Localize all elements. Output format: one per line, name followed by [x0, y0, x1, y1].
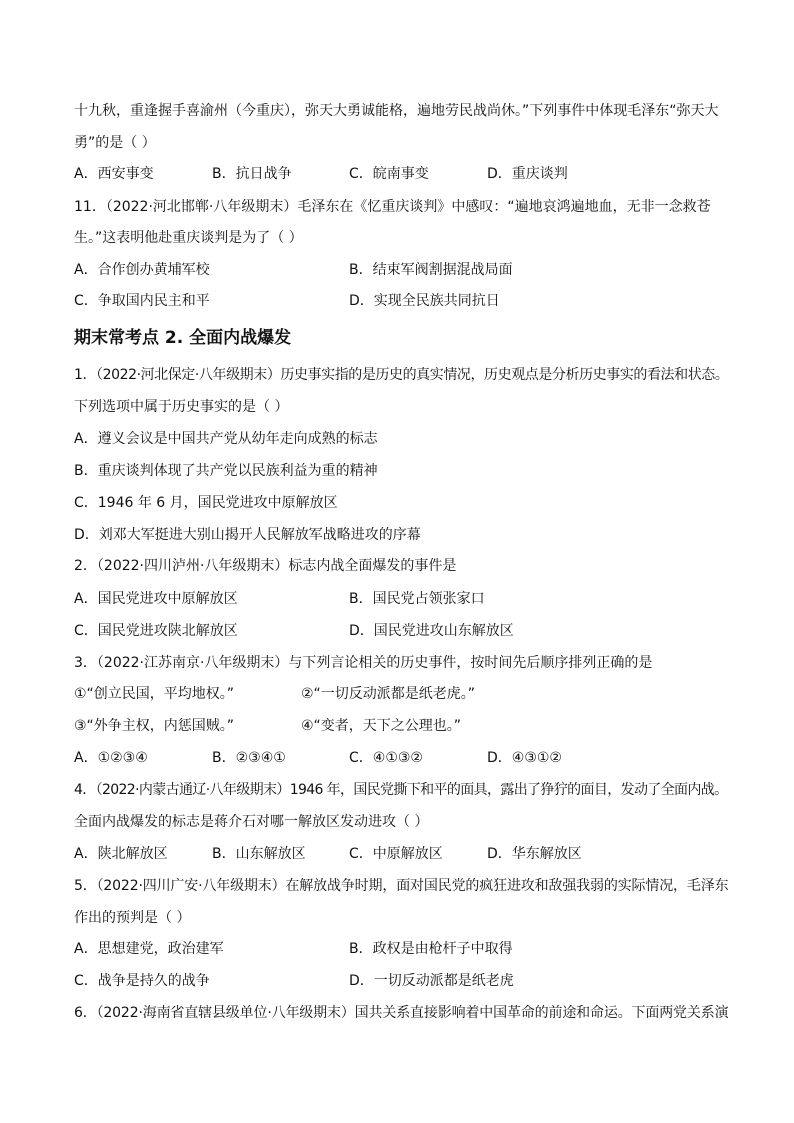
q11-option-a: A．合作创办黄埔军校: [74, 262, 210, 278]
q11-stem-line-2: 生。”这表明他赴重庆谈判是为了（ ）: [74, 230, 303, 246]
q2-option-b: B．国民党占领张家口: [349, 591, 485, 607]
q2-option-c: C．国民党进攻陕北解放区: [74, 623, 238, 639]
q1-option-b: B．重庆谈判体现了共产党以民族利益为重的精神: [74, 463, 378, 479]
q3-option-a: A．①②③④: [74, 750, 148, 766]
intro-line-1: 十九秋，重逢握手喜渝州（今重庆），弥天大勇诚能格，遍地劳民战尚休。”下列事件中体现毛泽东“弥天大: [74, 103, 719, 119]
q4-option-d: D．华东解放区: [487, 846, 582, 862]
q3-quote-2: ②“一切反动派都是纸老虎。”: [301, 686, 476, 702]
q5-option-b: B．政权是由枪杆子中取得: [349, 941, 513, 957]
q1-option-a: A．遵义会议是中国共产党从幼年走向成熟的标志: [74, 431, 378, 447]
q3-stem-line-1: 3．（2022·江苏南京·八年级期末）与下列言论相关的历史事件，按时间先后顺序排列正确的是: [74, 655, 653, 671]
q10-option-c: C．皖南事变: [349, 166, 429, 182]
q5-option-a: A．思想建党，政治建军: [74, 941, 224, 957]
q4-stem-line-2: 全面内战爆发的标志是蒋介石对哪一解放区发动进攻（ ）: [74, 814, 429, 830]
q5-stem-line-2: 作出的预判是（ ）: [74, 910, 191, 926]
section-heading: 期末常考点 2. 全面内战爆发: [74, 328, 292, 348]
q11-option-b: B．结束军阀割据混战局面: [349, 262, 513, 278]
q4-option-b: B．山东解放区: [212, 846, 306, 862]
q10-option-d: D．重庆谈判: [487, 166, 568, 182]
q3-option-d: D．④③①②: [487, 750, 562, 766]
q1-stem-line-2: 下列选项中属于历史事实的是（ ）: [74, 399, 289, 415]
q2-option-a: A．国民党进攻中原解放区: [74, 591, 238, 607]
q3-option-c: C．④①③②: [349, 750, 423, 766]
q6-stem-line-1: 6．（2022·海南省直辖县级单位·八年级期末）国共关系直接影响着中国革命的前途和命运。下面两党关系演: [74, 1005, 729, 1021]
q2-option-d: D．国民党进攻山东解放区: [349, 623, 514, 639]
q2-stem-line-1: 2．（2022·四川泸州·八年级期末）标志内战全面爆发的事件是: [74, 558, 457, 574]
q1-stem-line-1: 1．（2022·河北保定·八年级期末）历史事实指的是历史的真实情况，历史观点是分析历史事实的看法和状态。: [74, 367, 729, 383]
q11-stem-line-1: 11．（2022·河北邯郸·八年级期末）毛泽东在《忆重庆谈判》中感叹：“遍地哀鸿遍地血，无非一念救苍: [74, 199, 711, 215]
q5-option-d: D．一切反动派都是纸老虎: [349, 973, 514, 989]
q1-option-d: D．刘邓大军挺进大别山揭开人民解放军战略进攻的序幕: [74, 527, 421, 543]
intro-line-2: 勇”的是（ ）: [74, 135, 156, 151]
q4-stem-line-1: 4．（2022·内蒙古通辽·八年级期末）1946 年，国民党撕下和平的面具，露出了狰狞的面目，发动了全面内战。: [74, 782, 728, 798]
q3-quote-1: ①“创立民国，平均地权。”: [74, 686, 235, 702]
q5-stem-line-1: 5．（2022·四川广安·八年级期末）在解放战争时期，面对国民党的疯狂进攻和敌强我弱的实际情况，毛泽东: [74, 878, 729, 894]
q3-quote-4: ④“变者，天下之公理也。”: [301, 718, 462, 734]
q3-option-b: B．②③④①: [212, 750, 286, 766]
q10-option-a: A．西安事变: [74, 166, 154, 182]
q1-option-c: C．1946 年 6 月，国民党进攻中原解放区: [74, 495, 338, 511]
q10-option-b: B．抗日战争: [212, 166, 292, 182]
q4-option-a: A．陕北解放区: [74, 846, 168, 862]
q11-option-c: C．争取国内民主和平: [74, 293, 210, 309]
q5-option-c: C．战争是持久的战争: [74, 973, 210, 989]
q11-option-d: D．实现全民族共同抗日: [349, 293, 500, 309]
q4-option-c: C．中原解放区: [349, 846, 443, 862]
q3-quote-3: ③“外争主权，内惩国贼。”: [74, 718, 235, 734]
